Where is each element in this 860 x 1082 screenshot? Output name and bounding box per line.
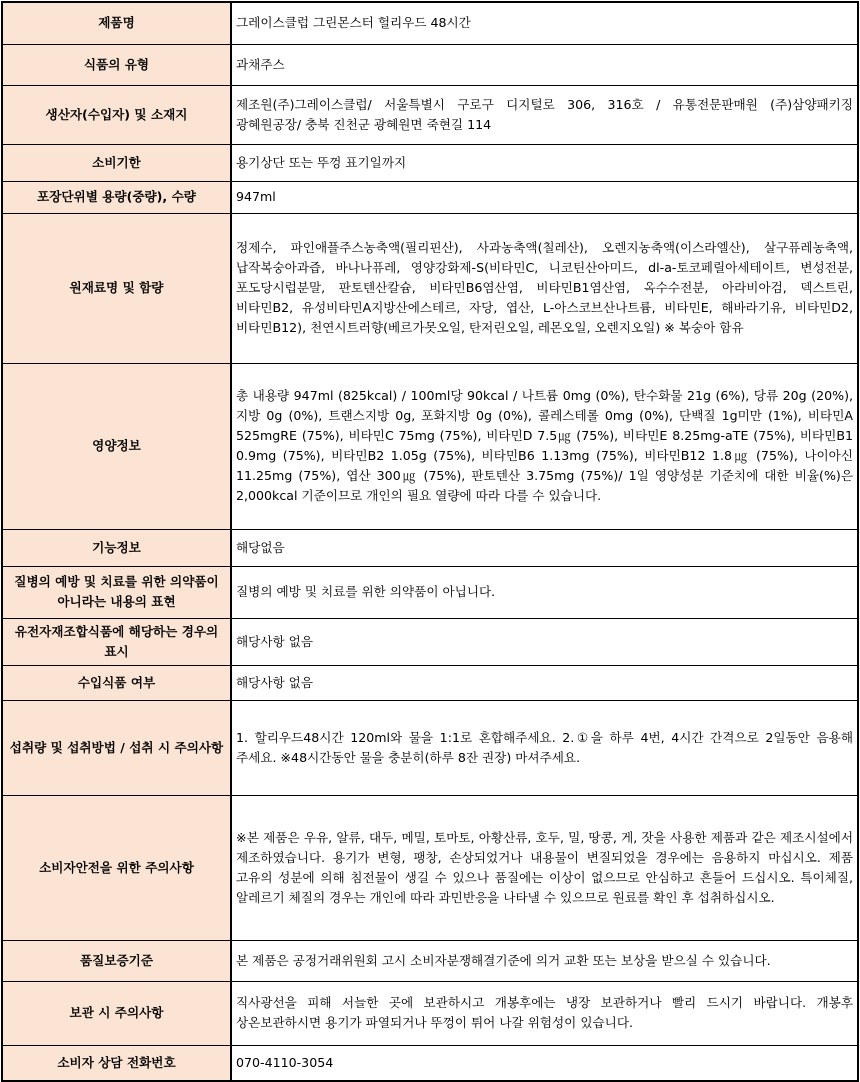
row-label: 소비자안전을 위한 주의사항 <box>2 795 231 940</box>
row-volume <box>2 181 858 213</box>
row-value: 용기상단 또는 뚜껑 표기일까지 <box>231 144 858 181</box>
row-producer <box>2 85 858 144</box>
row-label: 소비자 상담 전화번호 <box>2 1045 231 1081</box>
row-product-name <box>2 2 858 44</box>
row-imported <box>2 665 858 700</box>
row-expiry <box>2 144 858 181</box>
row-nutrition <box>2 363 858 529</box>
row-value: 질병의 예방 및 치료를 위한 의약품이 아닙니다. <box>231 566 858 618</box>
row-value: 947ml <box>231 181 858 213</box>
row-value: 해당없음 <box>231 529 858 566</box>
row-label: 영양정보 <box>2 363 231 529</box>
row-label: 유전자재조합식품에 해당하는 경우의 표시 <box>2 618 231 665</box>
row-value: 직사광선을 피해 서늘한 곳에 보관하시고 개봉후에는 냉장 보관하거나 빨리 드시기 바랍니다. 개봉후 상온보관하시면 용기가 파열되거나 뚜껑이 튀어 나갈 위험성이 있습니다. <box>231 981 858 1045</box>
row-value: 해당사항 없음 <box>231 618 858 665</box>
row-food-type <box>2 44 858 85</box>
product-info-table <box>1 1 859 1082</box>
row-safety <box>2 795 858 940</box>
row-value: 제조원(주)그레이스클럽/ 서울특별시 구로구 디지털로 306, 316호 / 유통전문판매원 (주)삼양패키징 광혜원공장/ 충북 진천군 광혜원면 죽현길 114 <box>231 85 858 144</box>
row-ingredients <box>2 213 858 363</box>
row-value: 과채주스 <box>231 44 858 85</box>
row-value: 그레이스클럽 그린몬스터 헐리우드 48시간 <box>231 2 858 44</box>
row-value: 해당사항 없음 <box>231 665 858 700</box>
row-label: 보관 시 주의사항 <box>2 981 231 1045</box>
row-label: 소비기한 <box>2 144 231 181</box>
row-quality <box>2 940 858 981</box>
row-label: 원재료명 및 함량 <box>2 213 231 363</box>
row-not-medicine <box>2 566 858 618</box>
row-label: 품질보증기준 <box>2 940 231 981</box>
row-label: 섭취량 및 섭취방법 / 섭취 시 주의사항 <box>2 700 231 795</box>
row-label: 제품명 <box>2 2 231 44</box>
row-intake <box>2 700 858 795</box>
row-gmo <box>2 618 858 665</box>
row-value: 본 제품은 공정거래위원회 고시 소비자분쟁해결기준에 의거 교환 또는 보상을 받으실 수 있습니다. <box>231 940 858 981</box>
row-contact <box>2 1045 858 1081</box>
row-label: 포장단위별 용량(중량), 수량 <box>2 181 231 213</box>
row-label: 식품의 유형 <box>2 44 231 85</box>
row-value: 총 내용량 947ml (825kcal) / 100ml당 90kcal / 나트륨 0mg (0%), 탄수화물 21g (6%), 당류 20g (20%), 지방 0g (0%), 트랜스지방 0g, 포화지방 0g (0%), 콜레스테롤 0mg (0%), 단백질 1g미만 (1%), 비타민A 525mgRE (75%), 비타민C 75mg (75%), 비타민D 7.5㎍ (75%), 비타민E 8.25mg-aTE (75%), 비타민B1 0.9mg (75%), 비타민B2 1.05g (75%), 비타민B6 1.13mg (75%), 비타민B12 1.8㎍ (75%), 나이아신 11.25mg (75%), 엽산 300㎍ (75%), 판토텐산 3.75mg (75%)/ 1일 영양성분 기준치에 대한 비율(%)은 2,000kcal 기준이므로 개인의 필요 열량에 따라 다를 수 있습니다. <box>231 363 858 529</box>
row-label: 기능정보 <box>2 529 231 566</box>
row-storage <box>2 981 858 1045</box>
row-value: 정제수, 파인애플주스농축액(필리핀산), 사과농축액(칠레산), 오렌지농축액(이스라엘산), 살구퓨레농축액, 납작복숭아과즙, 바나나퓨레, 영양강화제-S(비타민C, 니코틴산아미드, dl-a-토코페릴아세테이트, 변성전분, 포도당시럽분말, 판토텐산칼슘, 비타민B6염산염, 비타민B1염산염, 옥수수전분, 아라비아검, 덱스트린, 비타민B2, 유성비타민A지방산에스테르, 자당, 엽산, L-아스코브산나트륨, 비타민E, 해바라기유, 비타민D2, 비타민B12), 천연시트러향(베르가못오일, 탄저린오일, 레몬오일, 오렌지오일) ※ 복숭아 함유 <box>231 213 858 363</box>
row-label: 생산자(수입자) 및 소재지 <box>2 85 231 144</box>
row-function-info <box>2 529 858 566</box>
row-value: 070-4110-3054 <box>231 1045 858 1081</box>
row-label: 수입식품 여부 <box>2 665 231 700</box>
row-value: 1. 할리우드48시간 120ml와 물을 1:1로 혼합해주세요. 2.①을 하루 4번, 4시간 간격으로 2일동안 음용해 주세요. ※48시간동안 물을 충분히(하루 8잔 권장) 마셔주세요. <box>231 700 858 795</box>
row-label: 질병의 예방 및 치료를 위한 의약품이 아니라는 내용의 표현 <box>2 566 231 618</box>
row-value: ※본 제품은 우유, 알류, 대두, 메밀, 토마토, 아황산류, 호두, 밀, 땅콩, 게, 잣을 사용한 제품과 같은 제조시설에서 제조하였습니다. 용기가 변형, 팽창, 손상되었거나 내용물이 변질되었을 경우에는 음용하지 마십시오. 제품 고유의 성분에 의해 침전물이 생길 수 있으나 품질에는 이상이 없으므로 안심하고 흔들어 드십시오. 특이체질, 알레르기 체질의 경우는 개인에 따라 과민반응을 나타낼 수 있으므로 원료를 확인 후 섭취하십시오. <box>231 795 858 940</box>
